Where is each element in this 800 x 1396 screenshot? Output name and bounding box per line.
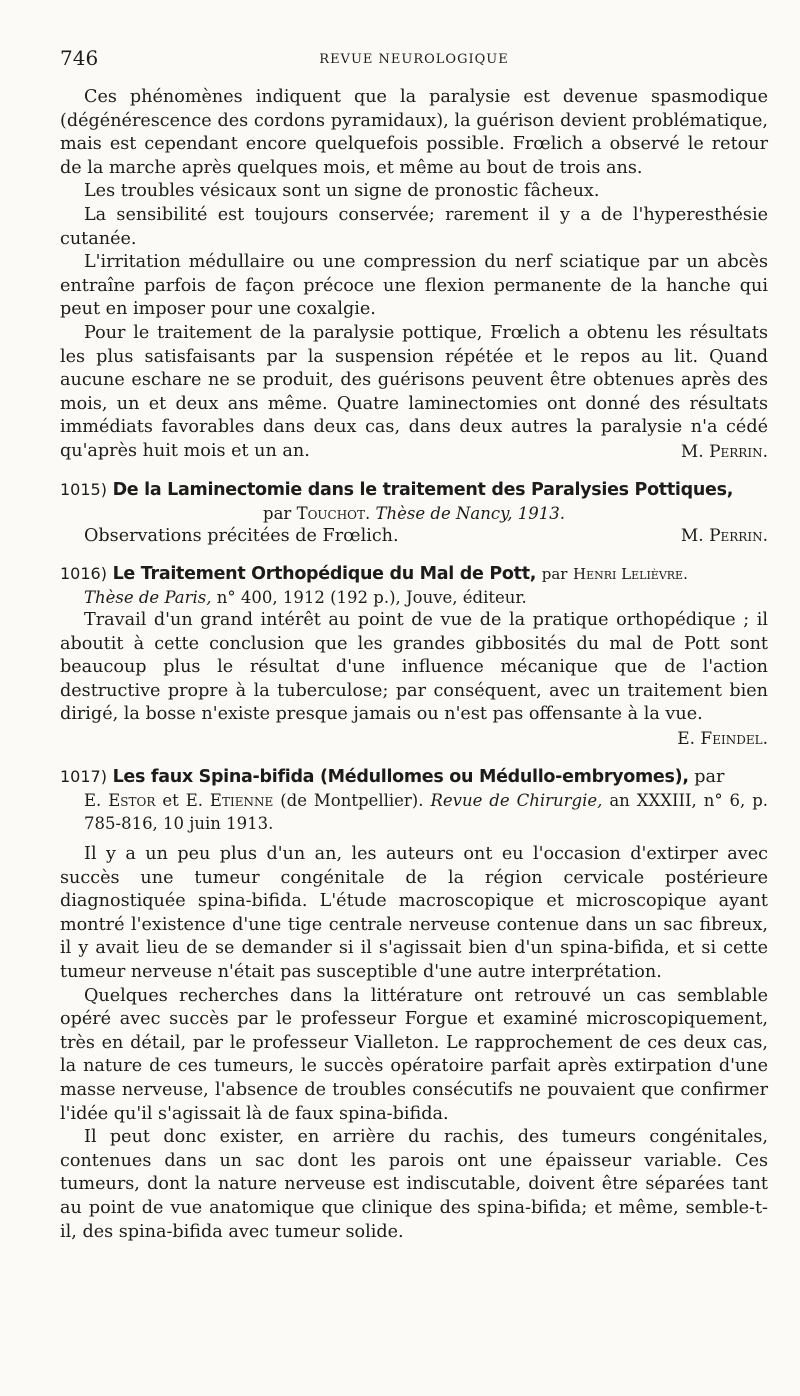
entry-author: Henri Lelièvre. (573, 565, 688, 584)
intro-paragraph: Ces phénomènes indiquent que la paralysie est devenue spasmodique (dégénérescence des cordons pyramidaux), la guérison devient problématique, mais est cependant encore quelquefois possible. Frœlich a observé le retour de la marche après quelques mois, et même au bout de trois ans. (60, 87, 768, 178)
page-header (60, 46, 768, 76)
entry-author: E. Estor (84, 791, 156, 811)
entry-number: 1015) (60, 479, 107, 499)
entry-signature: M. Perrin. (680, 526, 768, 547)
entry-affiliation: (de Montpellier). (280, 791, 424, 811)
entry-title: Le Traitement Orthopédique du Mal de Pott, (112, 564, 537, 585)
intro-paragraph: La sensibilité est toujours conservée; rarement il y a de l'hyperesthésie cutanée. (60, 204, 768, 249)
entry-title: Les faux Spina-bifida (Médullomes ou Médullo-embryomes), (112, 767, 689, 788)
entry-body: Il peut donc exister, en arrière du rachis, des tumeurs congénitales, contenues dans un sac dont les parois ont une épaisseur variable. Ces tumeurs, dont la nature nerveuse est indiscutable, doivent être séparées tant au point de vue anatomique que clinique des spina-bifida; et même, semble-t-il, des spina-bifida avec tumeur solide. (60, 1127, 768, 1242)
entry-author: Touchot. (296, 503, 371, 523)
entry-details: n° 400, 1912 (192 p.), Jouve, éditeur. (216, 588, 527, 608)
entry-citation (60, 586, 768, 609)
entry-author: E. Etienne (185, 791, 274, 811)
entry-body: Observations précitées de Frœlich. (84, 525, 399, 546)
entry-heading: 1017) Les faux Spina-bifida (Médullomes ou Médullo-embryomes), par (60, 767, 725, 788)
entry-body: Il y a un peu plus d'un an, les auteurs ont eu l'occasion d'extirper avec succès une tumeur congénitale de la région cervicale postérieure diagnostiquée spina-bifida. L'étude macroscopique et microscopique ayant montré l'existence d'une tige centrale nerveuse contenue dans un sac fibreux, il y avait lieu de se demander si il s'agissait bien d'un spina-bifida, et si cette tumeur nerveuse n'était pas susceptible d'une autre interprétation. (60, 844, 768, 983)
entry-journal: Revue de Chirurgie, (430, 791, 603, 811)
abstract-entry-1017 (60, 765, 768, 1244)
entry-body: Quelques recherches dans la littérature ont retrouvé un cas semblable opéré avec succès par le professeur Forgue et examiné microscopiquement, très en détail, par le professeur Vialleton. Le rapprochement de ces deux cas, la nature de ces tumeurs, le succès opératoire parfait après extirpation d'une masse nerveuse, l'absence de troubles consécutifs ne pouvaient que confirmer l'idée qu'il s'agissait là de faux spina-bifida. (60, 985, 768, 1124)
running-title: REVUE NEUROLOGIQUE (319, 52, 509, 67)
intro-signature: M. Perrin. (680, 441, 768, 462)
entry-number: 1017) (60, 767, 107, 787)
entry-body: Travail d'un grand intérêt au point de vue de la pratique orthopédique ; il aboutit à cette conclusion que les grandes gibbosités du mal de Pott sont beaucoup plus le résultat d'une influence mécanique que de l'action destructive propre à la tuberculose; par conséquent, avec un traitement bien dirigé, la bosse n'existe presque jamais ou n'est pas offensante à la vue. (60, 610, 768, 725)
entry-source: Thèse de Nancy, 1913. (375, 503, 565, 523)
page-content (60, 86, 768, 1244)
entry-citation: E. Estor et E. Etienne (de Montpellier). Revue de Chirurgie, an XXXIII, n° 6, p. 785-816, 10 juin 1913. (84, 791, 769, 834)
entry-title: De la Laminectomie dans le traitement des Paralysies Pottiques, (112, 479, 734, 500)
entry-details: an XXXIII, n° 6, p. 785-816, 10 juin 1913. (84, 791, 769, 834)
intro-paragraph: Les troubles vésicaux sont un signe de pronostic fâcheux. (84, 181, 600, 202)
intro-paragraph: Pour le traitement de la paralysie pottique, Frœlich a obtenu les résultats les plus satisfaisants par la suspension répétée et le repos au lit. Quand aucune eschare ne se produit, des guérisons peuvent être obtenues après des mois, un et deux ans même. Quatre laminectomies ont donné des résultats immédiats favorables dans deux cas, dans deux autres la paralysie n'a cédé qu'après huit mois et un an. (60, 322, 768, 461)
entry-signature: E. Feindel. (677, 729, 768, 750)
abstract-entry-1016 (60, 562, 768, 751)
entry-heading (60, 478, 768, 502)
entry-source: Thèse de Paris, (84, 588, 212, 608)
intro-paragraph: L'irritation médullaire ou une compression du nerf sciatique par un abcès entraîne parfois de façon précoce une flexion permanente de la hanche qui peut en imposer pour une coxalgie. (60, 252, 768, 320)
abstract-entry-1015 (60, 478, 768, 549)
entry-heading: 1016) Le Traitement Orthopédique du Mal de Pott, par Henri Lelièvre. (60, 564, 688, 585)
page-number: 746 (60, 46, 99, 70)
entry-number: 1016) (60, 564, 107, 584)
entry-citation: par Touchot. Thèse de Nancy, 1913. (263, 503, 565, 523)
